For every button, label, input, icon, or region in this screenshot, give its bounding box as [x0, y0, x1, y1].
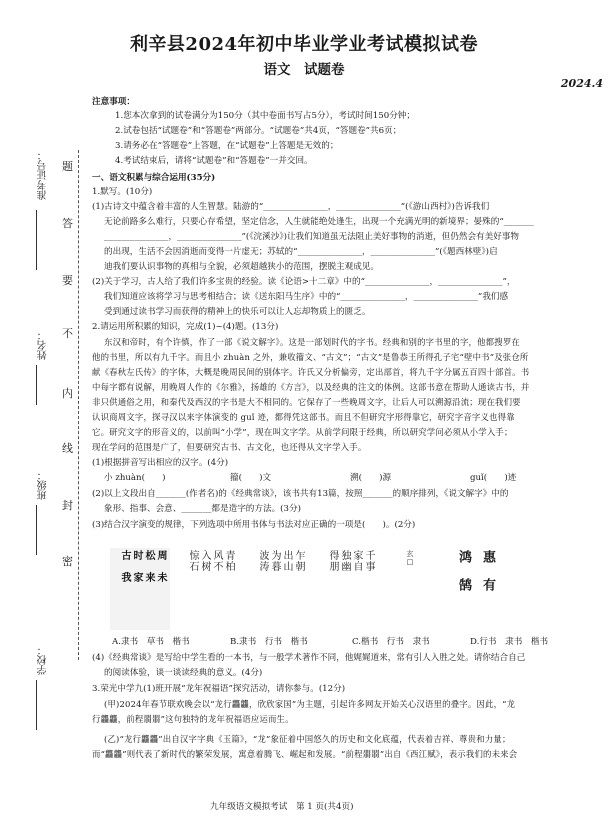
seal-warning-char: 答: [62, 217, 73, 230]
calligraphy-sample-a-2: 青柏 风不 入树 惊石: [187, 550, 234, 572]
calligraphy-sample-d: 惠 有 鸿 鹄: [456, 550, 495, 592]
q1-1-line: 迪我们要认识事物的真相与全貌，必须超越狭小的范围，摆脱主观成见。: [104, 262, 380, 272]
calligraphy-sample-c: 千事 家自 独幽 得朋: [327, 550, 374, 572]
q3-yi-line: (乙)“龙行龘龘”出自汉字字典《玉篇》，“龙”象征着中国悠久的历史和文化底蕴，代表着吉祥、尊贵和力量；: [104, 734, 511, 744]
question-2: 2.请运用所积累的知识，完成(1)~(4)题。(13分): [92, 322, 279, 332]
q1-1-line: 的出现，生活不会因消逝而变得一片虚无；苏轼的“_______________，_______________”(《题西林壁》)启: [104, 247, 498, 257]
q1-1-line: _______________，_______________”(《浣溪沙》)让我们知道虽无法阻止美好事物的消逝，但仍然会有美好事物: [104, 232, 520, 242]
q1-2-line: 我们知道应该将学习与思考相结合；读《送东阳马生序》中的“_______________，_______________”我们感: [104, 292, 509, 302]
seal-warning-char: 线: [62, 442, 73, 455]
notice-item: 4.考试结束后，请将“试题卷”和“答题卷”一并交回。: [115, 156, 313, 166]
exam-subtitle: 语文 试题卷: [263, 62, 345, 78]
q1-2-line: 受到通过读书学习而获得的精神上的快乐可以让人忘却物质上的匮乏。: [104, 307, 371, 317]
exam-title: 利辛县2024年初中毕业学业考试模拟试卷: [129, 34, 479, 55]
notice-heading: 注意事项：: [92, 97, 135, 107]
q3-yi-line: 而“龘龘”则代表了新时代的繁荣发展，寓意着腾飞、崛起和发展。“前程朤朤”出自《西江赋》，表示我们的未来会: [92, 749, 518, 759]
q1-1-line: (1)古诗文中蕴含着丰富的人生智慧。陆游的“_______________，_______________”(《游山西村》)告诉我们: [92, 202, 490, 212]
passage-line: 东汉和帝时，有个许慎，作了一部《说文解字》。这是一部划时代的字书。经典和别的字书里的字，他都搜罗在: [104, 337, 520, 347]
question-1: 1.默写。(10分): [92, 187, 153, 197]
q2-1: (1)根据拼音写出相应的汉字。(4分): [92, 458, 229, 468]
passage-line: 认识商周文字，探寻汉以来字体演变的 guǐ 迹，都得凭这部书。而且不但研究字形得靠它，研究字音字义也得靠: [92, 412, 515, 422]
seal-warning-char: 题: [62, 160, 73, 173]
calligraphy-samples: [110, 548, 600, 632]
passage-line: 献《春秋左氏传》的字体，大概是晚周民间的别体字。许氏又分析偏旁，定出部首，将九千字分属五百四十部首。书: [92, 367, 530, 377]
q2-1-item: guǐ( )迹: [470, 473, 517, 483]
passage-line: 他的书里，所以有九千字。而且小 zhuàn 之外，兼收籀文、“古文”；“古文”是鲁恭王所得孔子宅“壁中书”及张仓所: [92, 352, 529, 362]
exam-date: 2024.4: [560, 77, 603, 90]
option-d: D.行书 隶书 楷书: [470, 637, 549, 647]
option-a: A.隶书 草书 楷书: [112, 637, 190, 647]
binding-margin: [0, 0, 86, 817]
exam-number-line: [36, 210, 37, 270]
q2-4-line: 的阅读体验，谈一谈读经典的意义。(4分): [104, 668, 263, 678]
seal-warning-char: 密: [62, 555, 73, 568]
calligraphy-seal: 玄□: [406, 550, 414, 567]
calligraphy-sample-a-1: 周 未 松 来 时 家 古 我: [110, 548, 170, 630]
q2-1-item: 籀( )文: [230, 473, 272, 483]
q2-2-line: 象形、指事、会意、_______都是造字的方法。(3分): [104, 504, 301, 514]
seal-warning-char: 不: [62, 327, 73, 340]
passage-line: 非只供通俗之用，和秦代及西汉的字书是大不相同的。它保存了一些晚周文字，让后人可以溯源沿流；现在我们要: [92, 397, 521, 407]
class-label: 班级：: [38, 470, 49, 500]
seal-warning-char: 要: [62, 274, 73, 287]
q1-2-line: (2)关于学习，古人给了我们许多宝贵的经验。读《论语>十二章》中的“_______________，_______________”，: [92, 277, 516, 287]
exam-number-label: 准考证号：: [38, 150, 49, 200]
section-heading: 一、语文积累与综合运用(35分): [92, 173, 216, 183]
q2-1-item: 溯( )源: [350, 473, 392, 483]
name-label: 姓名：: [38, 330, 49, 360]
q2-2-line: (2)以上文段出自_______(作者名)的《经典常谈》，该书共有13篇，按照_______的顺序排列，《说文解字》中的: [92, 489, 509, 499]
option-c: C.楷书 行书 隶书: [352, 637, 430, 647]
seal-line: [78, 150, 79, 660]
school-line: [36, 680, 37, 730]
name-line: [36, 365, 37, 405]
q3-jia-line: (甲)2024年春节联欢晚会以“龙行龘龘，欣欣家国”为主题，引起许多网友开始关心汉语里的叠字。因此，“龙: [104, 699, 516, 709]
notice-item: 2.试卷包括“试题卷”和“答题卷”两部分。“试题卷”共4页，“答题卷”共6页；: [115, 126, 402, 136]
question-3: 3.荣光中学九(1)班开展“龙年祝福语”探究活动，请你参与。(12分): [92, 684, 346, 694]
q3-jia-line: 行龘龘，前程朤朤”这句独特的龙年祝福语应运而生。: [92, 714, 294, 724]
q2-1-item: 小 zhuàn( ): [104, 473, 166, 483]
q2-3: (3)结合汉字演变的规律，下列选项中所用书体与书法对应正确的一项是( )。(2分): [92, 520, 416, 530]
seal-warning-char: 封: [62, 499, 73, 512]
calligraphy-sample-b: 乍朝 出山 为暮 波涛: [257, 550, 304, 572]
passage-line: 现在学问的范围是广了，但要研究古书、古文化，也还得从文字学入手。: [92, 442, 367, 452]
notice-item: 1.您本次拿到的试卷满分为150分（其中卷面书写占5分），考试时间150分钟；: [115, 111, 415, 121]
option-b: B.隶书 行书 楷书: [230, 637, 308, 647]
seal-warning-char: 内: [62, 387, 73, 400]
passage-line: 它。研究文字的形音义的，以前叫“小学”，现在叫文字学。从前学问限于经典，所以研究学问必须从小学入手；: [92, 427, 513, 437]
notice-item: 3.请务必在“答题卷”上答题，在“试题卷”上答题是无效的；: [115, 141, 339, 151]
q1-1-line: 无论前路多么难行，只要心存希望，坚定信念，人生就能绝处逢生，出现一个充满光明的新境界；晏殊的“_______: [104, 217, 534, 227]
passage-line: 中每字都有说解，用晚周人作的《尔雅》，扬雄的《方言》，以及经典的注文的体例。这部书意在帮助人通读古书，并: [92, 382, 530, 392]
q2-4-line: (4)《经典常谈》是写给中学生看的一本书，与一般学术著作不同，他娓娓道来，常有引人入胜之处。请你结合自己: [92, 653, 526, 663]
school-label: 学校：: [38, 645, 49, 675]
page-footer: 九年级语文模拟考试 第 1 页(共4页): [210, 802, 354, 812]
class-line: [36, 505, 37, 555]
